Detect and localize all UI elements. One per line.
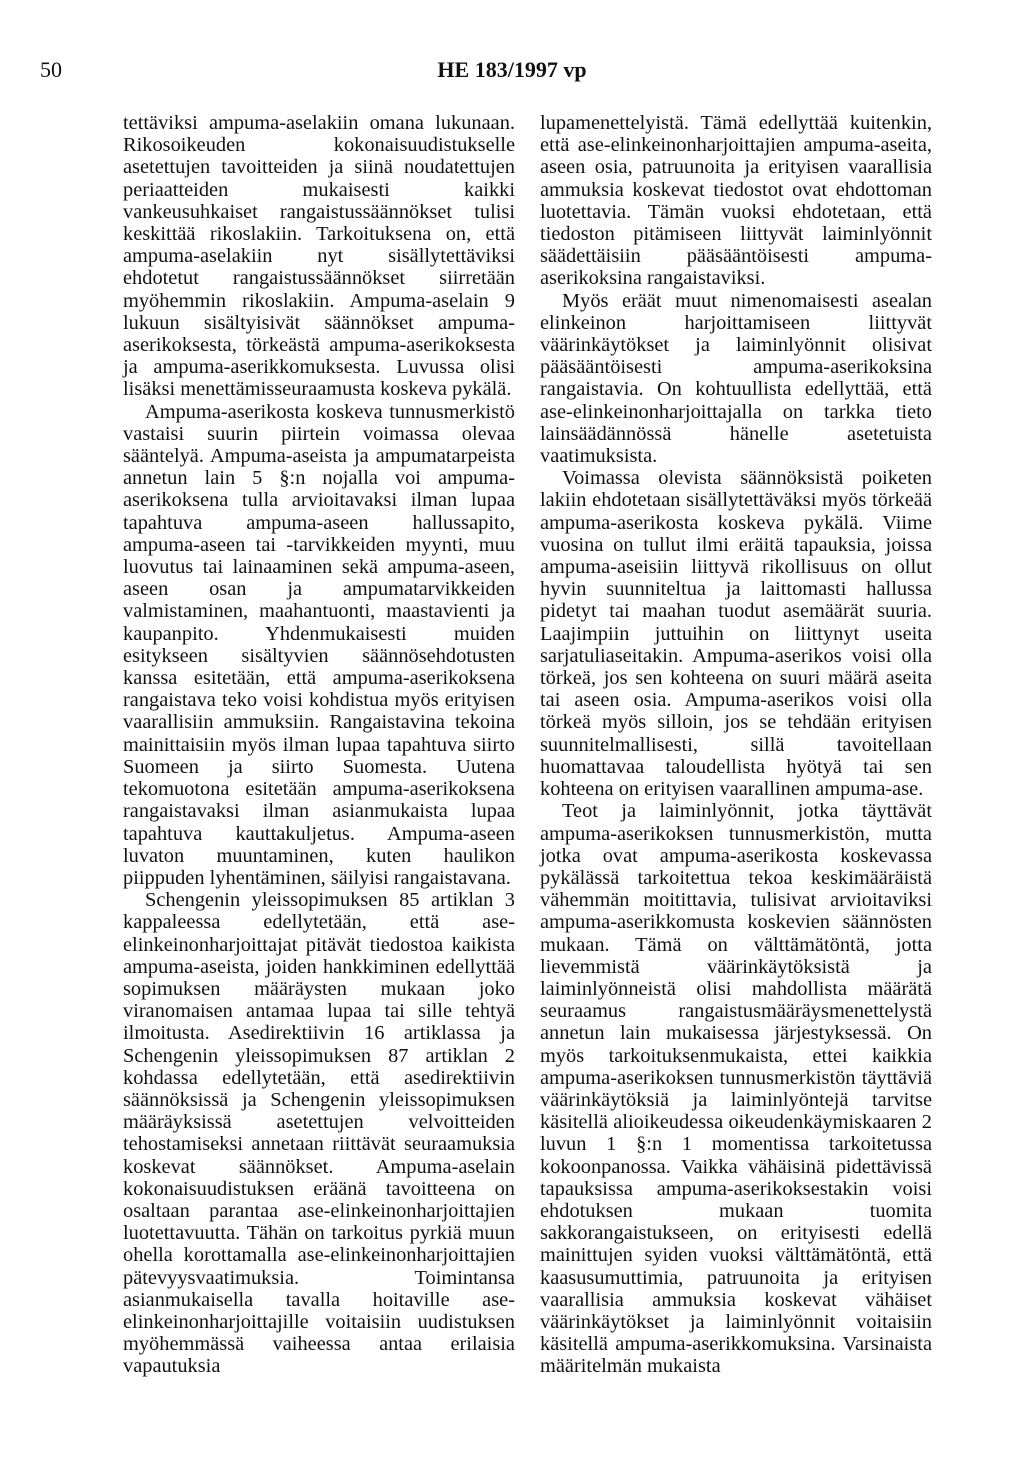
page-header [40, 58, 984, 90]
left-paragraph-2: Ampuma-aserikosta koskeva tunnusmerkistö vastaisi suurin piirtein voimassa olevaa sääntelyä. Ampuma-aseista ja ampumatarpeista annetun lain 5 §:n nojalla voi ampuma-aserikoksena tulla arvioitavaksi ilman lupaa tapahtuva ampuma-aseen hallussapito, ampuma-aseen tai -tarvikkeiden myynti, muu luovutus tai lainaaminen sekä ampuma-aseen, aseen osan ja ampumatarvikkeiden valmistaminen, maahantuonti, maastavienti ja kaupanpito. Yhdenmukaisesti muiden esitykseen sisältyvien säännösehdotusten kanssa esitetään, että ampuma-aserikoksena rangaistava teko voisi kohdistua myös erityisen vaarallisiin ammuksiin. Rangaistavina tekoina mainittaisiin myös ilman lupaa tapahtuva siirto Suomeen ja siirto Suomesta. Uutena tekomuotona esitetään ampuma-aserikoksena rangaistavaksi ilman asianmukaista lupaa tapahtuva kauttakuljetus. Ampuma-aseen luvaton muuntaminen, kuten haulikon piippuden lyhentäminen, säilyisi rangaistavana. [123, 400, 515, 889]
right-paragraph-1: lupamenettelyistä. Tämä edellyttää kuitenkin, että ase-elinkeinonharjoittajien ampuma-aseita, aseen osia, patruunoita ja erityisen vaarallisia ammuksia koskevat tiedostot ovat ehdottoman luotettavia. Tämän vuoksi ehdotetaan, että tiedoston pitämiseen liittyvät laiminlyönnit säädettäisiin pääsääntöisesti ampuma-aserikoksina rangaistaviksi. [540, 112, 932, 290]
right-paragraph-4: Teot ja laiminlyönnit, jotka täyttävät ampuma-aserikoksen tunnusmerkistön, mutta jotka ovat ampuma-aserikosta koskevassa pykälässä tarkoitettua tekoa keskimääräistä vähemmän moitittavia, tulisivat arvioitaviksi ampuma-aserikkomusta koskevien säännösten mukaan. Tämä on välttämätöntä, jotta lievemmistä väärinkäytöksistä ja laiminlyönneistä olisi mahdollista määrätä seuraamus rangaistusmääräysmenettelystä annetun lain mukaisessa järjestyksessä. On myös tarkoituksenmukaista, ettei kaikkia ampuma-aserikoksen tunnusmerkistön täyttäviä väärinkäytöksiä ja laiminlyöntejä tarvitse käsitellä alioikeudessa oikeudenkäymiskaaren 2 luvun 1 §:n 1 momentissa tarkoitetussa kokoonpanossa. Vaikka vähäisinä pidettävissä tapauksissa ampuma-aserikoksestakin voisi ehdotuksen mukaan tuomita sakkorangaistukseen, on erityisesti edellä mainittujen syiden vuoksi välttämätöntä, että kaasusumuttimia, patruunoita ja erityisen vaarallisia ammuksia koskevat vähäiset väärinkäytökset ja laiminlyönnit voitaisiin käsitellä ampuma-aserikkomuksina. Varsinaista määritelmän mukaista [540, 800, 932, 1378]
document-id: HE 183/1997 vp [437, 57, 587, 82]
page-number: 50 [40, 57, 62, 82]
right-paragraph-2: Myös eräät muut nimenomaisesti asealan elinkeinon harjoittamiseen liittyvät väärinkäytökset ja laiminlyönnit olisivat pääsääntöisesti ampuma-aserikoksina rangaistavia. On kohtuullista edellyttää, että ase-elinkeinonharjoittajalla on tarkka tieto lainsäädännössä hänelle asetetuista vaatimuksista. [540, 289, 932, 468]
left-paragraph-1: tettäviksi ampuma-aselakiin omana lukunaan. Rikosoikeuden kokonaisuudistukselle asetettujen tavoitteiden ja siinä noudatettujen periaatteiden mukaisesti kaikki vankeusuhkaiset rangaistussäännökset tulisi keskittää rikoslakiin. Tarkoituksena on, että ampuma-aselakiin nyt sisällytettäviksi ehdotetut rangaistussäännökset siirretään myöhemmin rikoslakiin. Ampuma-aselain 9 lukuun sisältyisivät säännökset ampuma-aserikoksesta, törkeästä ampuma-aserikoksesta ja ampuma-aserikkomuksesta. Luvussa olisi lisäksi menettämisseuraamusta koskeva pykälä. [123, 112, 515, 401]
left-column [123, 112, 515, 1378]
left-paragraph-3: Schengenin yleissopimuksen 85 artiklan 3 kappaleessa edellytetään, että ase-elinkeinonharjoittajat pitävät tiedostoa kaikista ampuma-aseista, joiden hankkiminen edellyttää sopimuksen määräysten mukaan joko viranomaisen antamaa lupaa tai sille tehtyä ilmoitusta. Asedirektiivin 16 artiklassa ja Schengenin yleissopimuksen 87 artiklan 2 kohdassa edellytetään, että asedirektiivin säännöksissä ja Schengenin yleissopimuksen määräyksissä asetettujen velvoitteiden tehostamiseksi annetaan riittävät seuraamuksia koskevat säännökset. Ampuma-aselain kokonaisuudistuksen eräänä tavoitteena on osaltaan parantaa ase-elinkeinonharjoittajien luotettavuutta. Tähän on tarkoitus pyrkiä muun ohella korottamalla ase-elinkeinonharjoittajien pätevyysvaatimuksia. Toimintansa asianmukaisella tavalla hoitaville ase-elinkeinonharjoittajille voitaisiin uudistuksen myöhemmässä vaiheessa antaa erilaisia vapautuksia [123, 889, 515, 1378]
right-paragraph-3: Voimassa olevista säännöksistä poiketen lakiin ehdotetaan sisällytettäväksi myös törkeää ampuma-aserikosta koskeva pykälä. Viime vuosina on tullut ilmi eräitä tapauksia, joissa ampuma-aseisiin liittyvä rikollisuus on ollut hyvin suunniteltua ja laittomasti hallussa pidetyt tai maahan tuodut asemäärät suuria. Laajimpiin juttuihin on liittynyt useita sarjatuliaseitakin. Ampuma-aserikos voisi olla törkeä, jos sen kohteena on suuri määrä aseita tai aseen osia. Ampuma-aserikos voisi olla törkeä myös silloin, jos se tehdään erityisen suunnitelmallisesti, sillä tavoitellaan huomattavaa taloudellista hyötyä tai sen kohteena on erityisen vaarallinen ampuma-ase. [540, 467, 932, 801]
right-column [540, 112, 932, 1378]
